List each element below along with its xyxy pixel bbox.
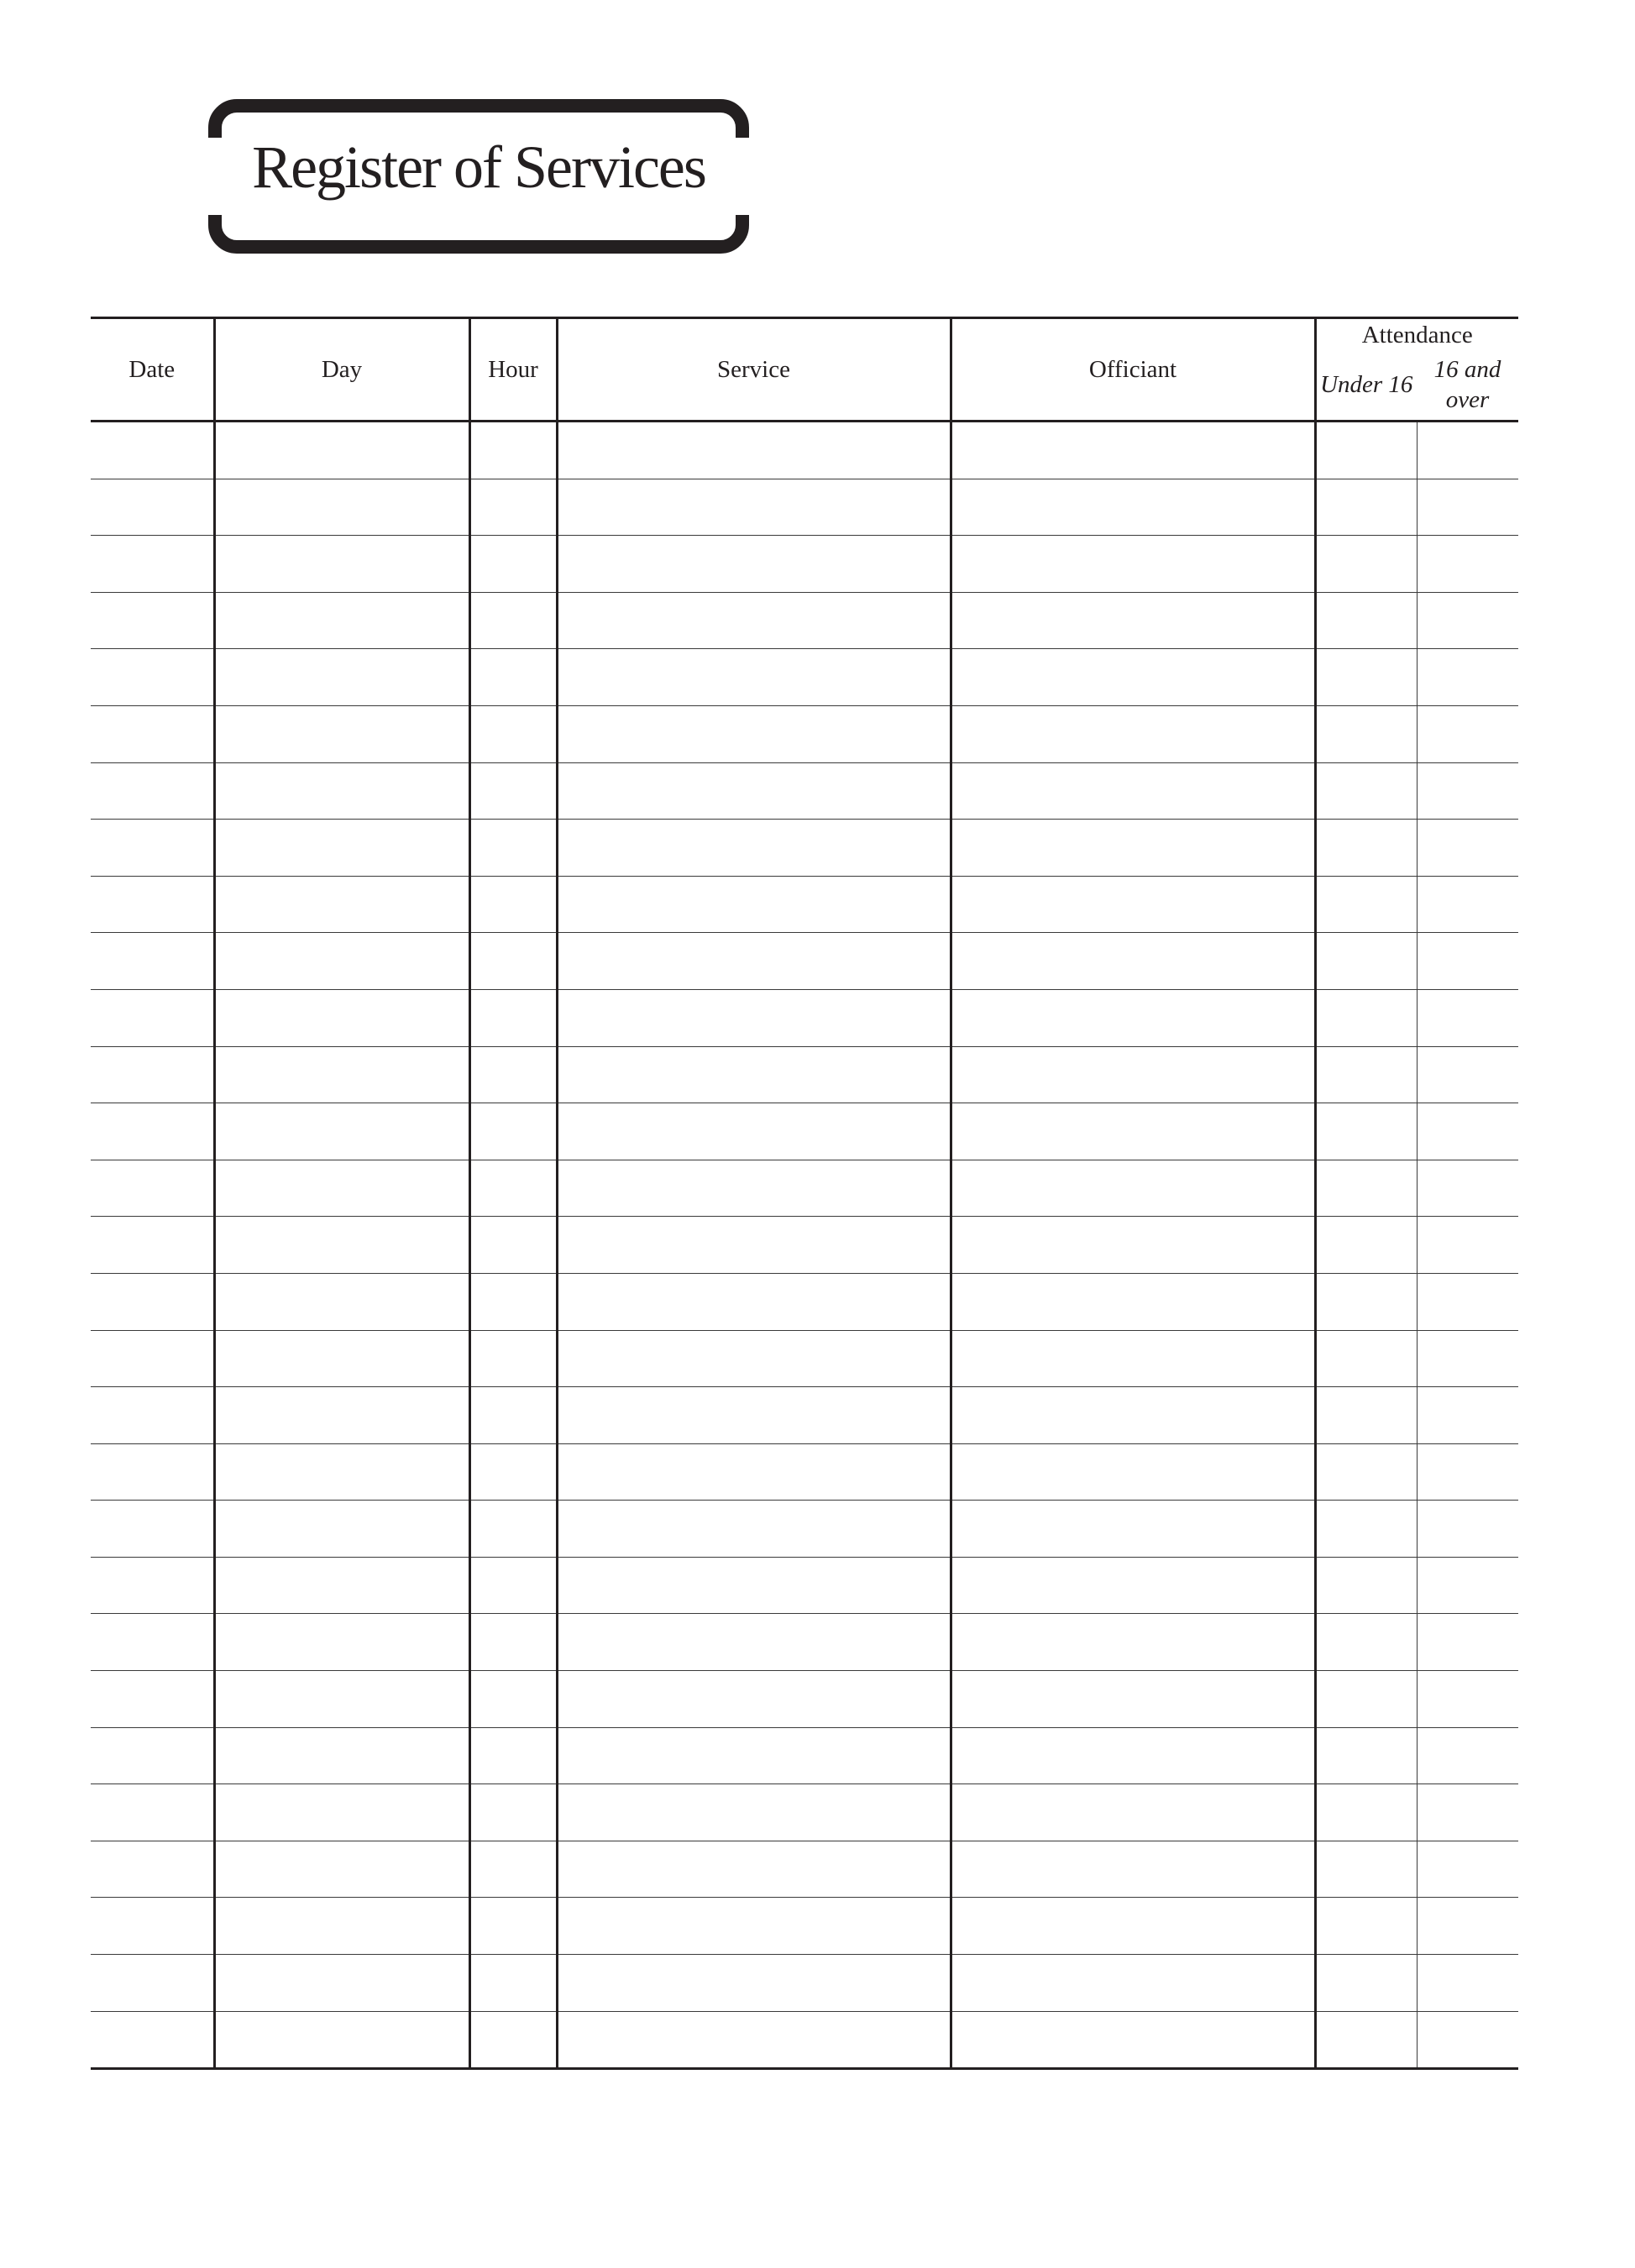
service-cell xyxy=(557,762,951,820)
officiant-cell xyxy=(951,2011,1315,2069)
officiant-cell xyxy=(951,479,1315,536)
under-16-cell xyxy=(1315,1160,1417,1217)
day-cell xyxy=(214,1898,469,1955)
16-and-over-cell xyxy=(1417,1501,1518,1558)
hour-cell xyxy=(469,1443,557,1501)
service-cell xyxy=(557,2011,951,2069)
date-cell xyxy=(91,1557,214,1614)
date-cell xyxy=(91,876,214,933)
day-cell xyxy=(214,592,469,649)
column-header-service: Service xyxy=(557,318,951,422)
hour-cell xyxy=(469,479,557,536)
hour-cell xyxy=(469,1330,557,1387)
day-cell xyxy=(214,536,469,593)
table-row xyxy=(91,592,1518,649)
16-and-over-cell xyxy=(1417,1671,1518,1728)
table-row xyxy=(91,1217,1518,1274)
under-16-cell xyxy=(1315,933,1417,990)
officiant-cell xyxy=(951,649,1315,706)
table-row xyxy=(91,1273,1518,1330)
16-and-over-cell xyxy=(1417,1557,1518,1614)
day-cell xyxy=(214,1273,469,1330)
service-cell xyxy=(557,705,951,762)
hour-cell xyxy=(469,820,557,877)
table-row xyxy=(91,479,1518,536)
table-row xyxy=(91,1443,1518,1501)
16-and-over-cell xyxy=(1417,989,1518,1046)
16-and-over-cell xyxy=(1417,1217,1518,1274)
service-cell xyxy=(557,1501,951,1558)
under-16-cell xyxy=(1315,705,1417,762)
service-cell xyxy=(557,1273,951,1330)
under-16-cell xyxy=(1315,876,1417,933)
column-header-day: Day xyxy=(214,318,469,422)
day-cell xyxy=(214,1501,469,1558)
day-cell xyxy=(214,989,469,1046)
date-cell xyxy=(91,1671,214,1728)
under-16-cell xyxy=(1315,592,1417,649)
service-cell xyxy=(557,1727,951,1784)
date-cell xyxy=(91,536,214,593)
table-row xyxy=(91,2011,1518,2069)
table-row xyxy=(91,1501,1518,1558)
officiant-cell xyxy=(951,1557,1315,1614)
table-row xyxy=(91,1387,1518,1444)
under-16-cell xyxy=(1315,1614,1417,1671)
date-cell xyxy=(91,762,214,820)
officiant-cell xyxy=(951,1784,1315,1841)
date-cell xyxy=(91,1501,214,1558)
date-cell xyxy=(91,2011,214,2069)
service-cell xyxy=(557,1160,951,1217)
hour-cell xyxy=(469,989,557,1046)
table-row xyxy=(91,1557,1518,1614)
under-16-cell xyxy=(1315,762,1417,820)
officiant-cell xyxy=(951,762,1315,820)
date-cell xyxy=(91,1103,214,1160)
day-cell xyxy=(214,1330,469,1387)
hour-cell xyxy=(469,933,557,990)
under-16-cell xyxy=(1315,536,1417,593)
date-cell xyxy=(91,989,214,1046)
table-row xyxy=(91,649,1518,706)
16-and-over-cell xyxy=(1417,2011,1518,2069)
under-16-cell xyxy=(1315,2011,1417,2069)
date-cell xyxy=(91,1898,214,1955)
date-cell xyxy=(91,705,214,762)
date-cell xyxy=(91,479,214,536)
under-16-cell xyxy=(1315,479,1417,536)
service-cell xyxy=(557,1387,951,1444)
under-16-cell xyxy=(1315,1841,1417,1898)
date-cell xyxy=(91,649,214,706)
service-cell xyxy=(557,1841,951,1898)
officiant-cell xyxy=(951,876,1315,933)
under-16-cell xyxy=(1315,649,1417,706)
under-16-cell xyxy=(1315,1955,1417,2012)
service-cell xyxy=(557,649,951,706)
day-cell xyxy=(214,1784,469,1841)
16-and-over-cell xyxy=(1417,762,1518,820)
service-cell xyxy=(557,1614,951,1671)
officiant-cell xyxy=(951,1103,1315,1160)
16-and-over-cell xyxy=(1417,1443,1518,1501)
day-cell xyxy=(214,876,469,933)
under-16-cell xyxy=(1315,422,1417,479)
hour-cell xyxy=(469,649,557,706)
table-row xyxy=(91,705,1518,762)
16-and-over-cell xyxy=(1417,1046,1518,1103)
hour-cell xyxy=(469,1217,557,1274)
day-cell xyxy=(214,649,469,706)
day-cell xyxy=(214,1557,469,1614)
16-and-over-cell xyxy=(1417,876,1518,933)
day-cell xyxy=(214,1103,469,1160)
hour-cell xyxy=(469,1727,557,1784)
date-cell xyxy=(91,933,214,990)
column-header-attendance: Attendance xyxy=(1361,322,1473,348)
day-cell xyxy=(214,1955,469,2012)
hour-cell xyxy=(469,876,557,933)
under-16-cell xyxy=(1315,1103,1417,1160)
officiant-cell xyxy=(951,1501,1315,1558)
16-and-over-cell xyxy=(1417,649,1518,706)
under-16-cell xyxy=(1315,1443,1417,1501)
table-row xyxy=(91,1160,1518,1217)
date-cell xyxy=(91,1046,214,1103)
hour-cell xyxy=(469,1103,557,1160)
officiant-cell xyxy=(951,1671,1315,1728)
under-16-cell xyxy=(1315,1330,1417,1387)
date-cell xyxy=(91,592,214,649)
hour-cell xyxy=(469,1841,557,1898)
16-and-over-cell xyxy=(1417,1955,1518,2012)
table-row xyxy=(91,1784,1518,1841)
date-cell xyxy=(91,1160,214,1217)
under-16-cell xyxy=(1315,1557,1417,1614)
table-row xyxy=(91,933,1518,990)
under-16-cell xyxy=(1315,1273,1417,1330)
16-and-over-cell xyxy=(1417,1103,1518,1160)
day-cell xyxy=(214,820,469,877)
officiant-cell xyxy=(951,1160,1315,1217)
hour-cell xyxy=(469,1614,557,1671)
16-and-over-cell xyxy=(1417,1614,1518,1671)
service-cell xyxy=(557,820,951,877)
day-cell xyxy=(214,1217,469,1274)
date-cell xyxy=(91,1330,214,1387)
under-16-cell xyxy=(1315,1671,1417,1728)
officiant-cell xyxy=(951,1841,1315,1898)
service-cell xyxy=(557,1046,951,1103)
date-cell xyxy=(91,1217,214,1274)
table-row xyxy=(91,876,1518,933)
table-row xyxy=(91,1727,1518,1784)
service-cell xyxy=(557,989,951,1046)
hour-cell xyxy=(469,422,557,479)
16-and-over-cell xyxy=(1417,820,1518,877)
service-cell xyxy=(557,1784,951,1841)
16-and-over-cell xyxy=(1417,422,1518,479)
service-cell xyxy=(557,876,951,933)
hour-cell xyxy=(469,1784,557,1841)
register-header xyxy=(91,318,1518,422)
officiant-cell xyxy=(951,1898,1315,1955)
officiant-cell xyxy=(951,989,1315,1046)
service-cell xyxy=(557,1217,951,1274)
service-cell xyxy=(557,536,951,593)
service-cell xyxy=(557,1955,951,2012)
date-cell xyxy=(91,1955,214,2012)
hour-cell xyxy=(469,1501,557,1558)
register-table xyxy=(91,317,1518,2070)
service-cell xyxy=(557,422,951,479)
table-row xyxy=(91,1103,1518,1160)
16-and-over-cell xyxy=(1417,705,1518,762)
officiant-cell xyxy=(951,1387,1315,1444)
table-row xyxy=(91,1046,1518,1103)
service-cell xyxy=(557,592,951,649)
column-header-hour: Hour xyxy=(469,318,557,422)
officiant-cell xyxy=(951,1727,1315,1784)
service-cell xyxy=(557,1443,951,1501)
hour-cell xyxy=(469,1557,557,1614)
column-header-officiant: Officiant xyxy=(951,318,1315,422)
hour-cell xyxy=(469,536,557,593)
table-row xyxy=(91,820,1518,877)
hour-cell xyxy=(469,1046,557,1103)
day-cell xyxy=(214,705,469,762)
16-and-over-cell xyxy=(1417,1841,1518,1898)
under-16-cell xyxy=(1315,820,1417,877)
officiant-cell xyxy=(951,536,1315,593)
date-cell xyxy=(91,1387,214,1444)
16-and-over-cell xyxy=(1417,1160,1518,1217)
date-cell xyxy=(91,1841,214,1898)
under-16-cell xyxy=(1315,1898,1417,1955)
16-and-over-cell xyxy=(1417,1273,1518,1330)
service-cell xyxy=(557,1330,951,1387)
officiant-cell xyxy=(951,705,1315,762)
under-16-cell xyxy=(1315,1501,1417,1558)
under-16-cell xyxy=(1315,1387,1417,1444)
officiant-cell xyxy=(951,933,1315,990)
date-cell xyxy=(91,1273,214,1330)
16-and-over-cell xyxy=(1417,536,1518,593)
date-cell xyxy=(91,820,214,877)
table-row xyxy=(91,762,1518,820)
day-cell xyxy=(214,933,469,990)
day-cell xyxy=(214,1841,469,1898)
day-cell xyxy=(214,422,469,479)
table-row xyxy=(91,1955,1518,2012)
date-cell xyxy=(91,1727,214,1784)
date-cell xyxy=(91,1614,214,1671)
16-and-over-cell xyxy=(1417,1784,1518,1841)
service-cell xyxy=(557,1103,951,1160)
officiant-cell xyxy=(951,1955,1315,2012)
page-title: Register of Services xyxy=(252,134,705,201)
day-cell xyxy=(214,1443,469,1501)
column-header-16-and-over: 16 and over xyxy=(1433,356,1501,413)
hour-cell xyxy=(469,1160,557,1217)
service-cell xyxy=(557,1671,951,1728)
16-and-over-cell xyxy=(1417,1387,1518,1444)
day-cell xyxy=(214,1160,469,1217)
register-body xyxy=(91,422,1518,2069)
day-cell xyxy=(214,2011,469,2069)
officiant-cell xyxy=(951,1614,1315,1671)
day-cell xyxy=(214,1387,469,1444)
under-16-cell xyxy=(1315,1784,1417,1841)
table-row xyxy=(91,989,1518,1046)
16-and-over-cell xyxy=(1417,1727,1518,1784)
day-cell xyxy=(214,1614,469,1671)
hour-cell xyxy=(469,1671,557,1728)
date-cell xyxy=(91,1443,214,1501)
table-row xyxy=(91,1614,1518,1671)
service-cell xyxy=(557,933,951,990)
officiant-cell xyxy=(951,1330,1315,1387)
hour-cell xyxy=(469,762,557,820)
officiant-cell xyxy=(951,1217,1315,1274)
under-16-cell xyxy=(1315,1217,1417,1274)
16-and-over-cell xyxy=(1417,1898,1518,1955)
table-row xyxy=(91,1671,1518,1728)
table-row xyxy=(91,1841,1518,1898)
column-header-under-16: Under 16 xyxy=(1320,371,1413,398)
table-row xyxy=(91,1330,1518,1387)
officiant-cell xyxy=(951,1273,1315,1330)
16-and-over-cell xyxy=(1417,592,1518,649)
day-cell xyxy=(214,1727,469,1784)
day-cell xyxy=(214,762,469,820)
service-cell xyxy=(557,1898,951,1955)
officiant-cell xyxy=(951,820,1315,877)
date-cell xyxy=(91,422,214,479)
16-and-over-cell xyxy=(1417,479,1518,536)
hour-cell xyxy=(469,1898,557,1955)
column-header-date: Date xyxy=(91,318,214,422)
hour-cell xyxy=(469,1273,557,1330)
under-16-cell xyxy=(1315,989,1417,1046)
day-cell xyxy=(214,1671,469,1728)
officiant-cell xyxy=(951,1443,1315,1501)
hour-cell xyxy=(469,1387,557,1444)
16-and-over-cell xyxy=(1417,1330,1518,1387)
under-16-cell xyxy=(1315,1727,1417,1784)
under-16-cell xyxy=(1315,1046,1417,1103)
day-cell xyxy=(214,479,469,536)
officiant-cell xyxy=(951,592,1315,649)
table-row xyxy=(91,1898,1518,1955)
day-cell xyxy=(214,1046,469,1103)
service-cell xyxy=(557,479,951,536)
hour-cell xyxy=(469,705,557,762)
table-row xyxy=(91,422,1518,479)
service-cell xyxy=(557,1557,951,1614)
hour-cell xyxy=(469,2011,557,2069)
title-plaque xyxy=(208,99,749,254)
hour-cell xyxy=(469,1955,557,2012)
hour-cell xyxy=(469,592,557,649)
table-row xyxy=(91,536,1518,593)
officiant-cell xyxy=(951,422,1315,479)
16-and-over-cell xyxy=(1417,933,1518,990)
date-cell xyxy=(91,1784,214,1841)
officiant-cell xyxy=(951,1046,1315,1103)
